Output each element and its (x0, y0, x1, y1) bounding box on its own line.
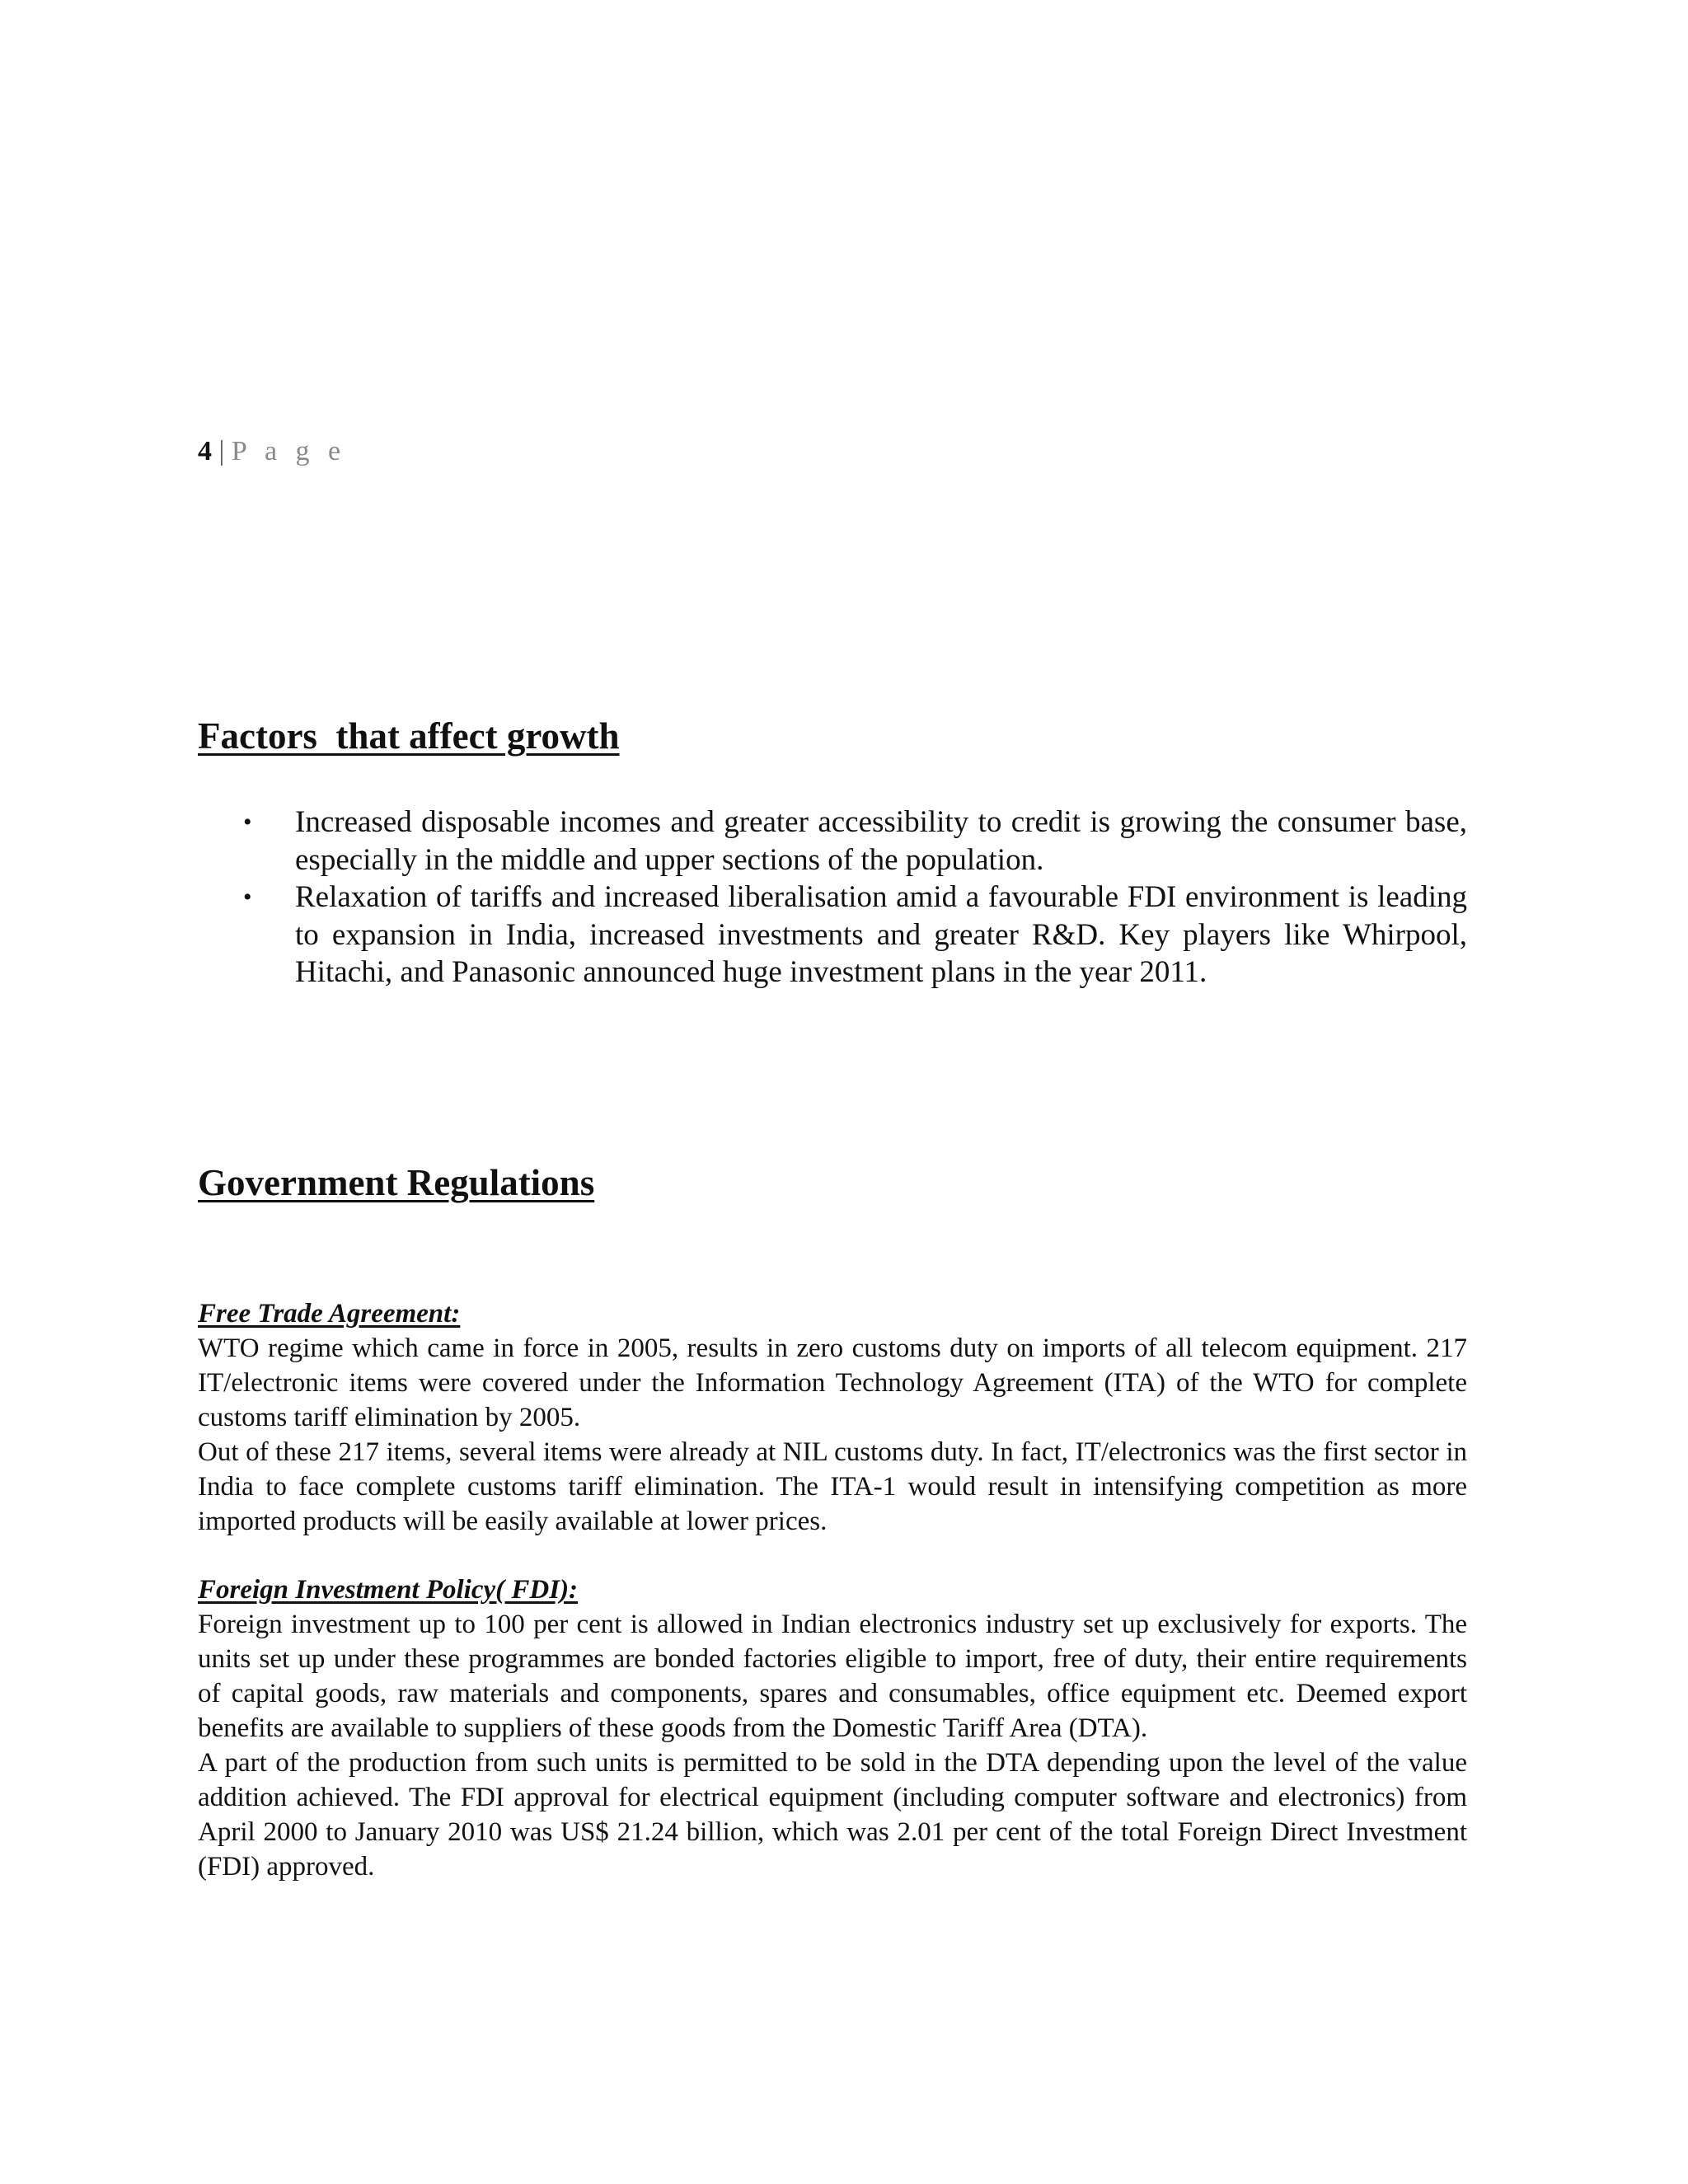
factors-heading: Factors that affect growth (198, 715, 620, 757)
paragraph: Foreign investment up to 100 per cent is allowed in Indian electronics industry set up exclusively for exports. The units set up under these programmes are bonded factories eligible to import, free of duty, their entire requirements of capital goods, raw materials and components, spares and consumables, office equipment etc. Deemed export benefits are available to suppliers of these goods from the Domestic Tariff Area (DTA). (198, 1610, 1467, 1743)
page-number-label: P a g e (231, 436, 347, 466)
paragraph: Out of these 217 items, several items were already at NIL customs duty. In fact, IT/electronics was the first sector in India to face complete customs tariff elimination. The ITA-1 would result in intensifying competition as more imported products will be easily available at lower prices. (198, 1437, 1467, 1536)
fdi-policy-section (198, 1572, 1467, 1884)
free-trade-agreement-heading: Free Trade Agreement: (198, 1299, 461, 1329)
page-number-value: 4 (198, 436, 212, 466)
factors-bullet-list (198, 804, 1467, 991)
list-item (198, 804, 1467, 879)
paragraph: WTO regime which came in force in 2005, results in zero customs duty on imports of all telecom equipment. 217 IT/electronic items were covered under the Information Technology Agreement (ITA) of the WTO for complete customs tariff elimination by 2005. (198, 1333, 1467, 1432)
free-trade-agreement-section (198, 1296, 1467, 1539)
bullet-icon: • (243, 883, 252, 911)
government-regulations-heading: Government Regulations (198, 1162, 595, 1203)
page-number (198, 435, 346, 468)
page-number-separator: | (218, 436, 225, 466)
bullet-icon: • (243, 808, 252, 836)
bullet-text: Increased disposable incomes and greater accessibility to credit is growing the consumer base, especially in the middle and upper sections of the population. (295, 805, 1467, 877)
paragraph: A part of the production from such units is permitted to be sold in the DTA depending upon the level of the value addition achieved. The FDI approval for electrical equipment (including computer software and electronics) from April 2000 to January 2010 was US$ 21.24 billion, which was 2.01 per cent of the total Foreign Direct Investment (FDI) approved. (198, 1748, 1467, 1882)
bullet-text: Relaxation of tariffs and increased liberalisation amid a favourable FDI environment is leading to expansion in India, increased investments and greater R&D. Key players like Whirpool, Hitachi, and Panasonic announced huge investment plans in the year 2011. (295, 880, 1467, 989)
list-item (198, 879, 1467, 991)
fdi-policy-heading: Foreign Investment Policy( FDI): (198, 1575, 579, 1605)
